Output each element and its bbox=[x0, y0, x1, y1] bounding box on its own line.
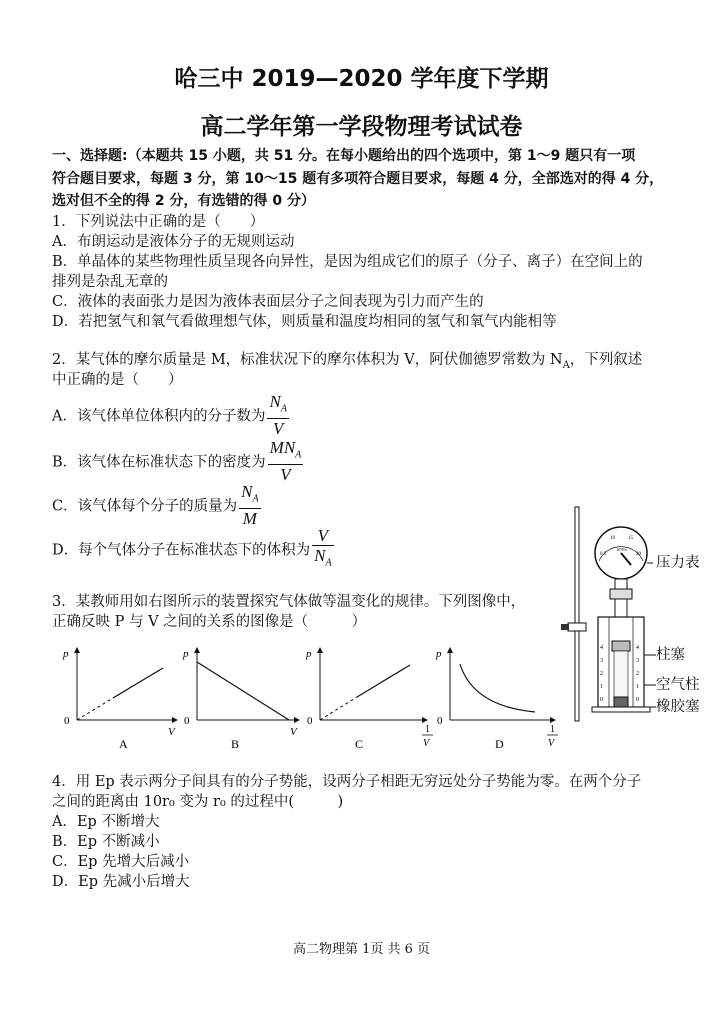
denominator-subscript: A bbox=[325, 557, 332, 569]
page-footer: 高二物理第 1页 共 6 页 bbox=[292, 942, 431, 957]
graph-a-ylabel: p bbox=[63, 648, 69, 660]
q4-option-a: A．Ep 不断增大 bbox=[52, 814, 160, 830]
graph-a bbox=[62, 648, 177, 751]
q1-option-d: D．若把氢气和氧气看做理想气体，则质量和温度均相同的氢气和氧气内能相等 bbox=[52, 314, 557, 330]
piston-rod bbox=[615, 599, 627, 617]
stand-clamp bbox=[568, 623, 586, 631]
piston-plunger bbox=[612, 641, 630, 651]
scale-right-1: 1 bbox=[636, 684, 639, 690]
fraction-denominator: V bbox=[280, 465, 291, 485]
graph-c-letter: C bbox=[355, 737, 364, 751]
graph-a-xlabel: V bbox=[168, 726, 175, 738]
graph-d-xlabel-num: 1 bbox=[550, 724, 555, 735]
graph-d bbox=[435, 648, 558, 751]
graph-b-line bbox=[197, 662, 289, 720]
q1-option-c: C．液体的表面张力是因为液体表面层分子之间表现为引力而产生的 bbox=[52, 294, 484, 310]
section-instruction-line2: 符合题目要求，每题 3 分，第 10～15 题有多项符合题目要求，每题 4 分，全部选对的得 4 分， bbox=[52, 171, 664, 187]
graph-b bbox=[182, 648, 299, 751]
graph-d-xlabel-den: V bbox=[548, 738, 555, 749]
fraction-denominator bbox=[312, 546, 333, 572]
q2-option-d-text: D．每个气体分子在标准状态下的体积为 bbox=[52, 542, 311, 559]
q2-option-d bbox=[52, 526, 334, 572]
graph-c-ylabel: p bbox=[306, 648, 312, 660]
gauge-tick-20: 20 bbox=[636, 552, 641, 557]
denominator-text: N bbox=[314, 546, 326, 565]
q4-option-b: B．Ep 不断减小 bbox=[52, 834, 160, 850]
numerator-text: N bbox=[241, 482, 253, 501]
numerator-text: MN bbox=[269, 438, 296, 457]
q2-stem-line2: 中正确的是（ ） bbox=[52, 372, 183, 388]
q2-option-a bbox=[52, 392, 289, 438]
q2-option-a-text: A．该气体单位体积内的分子数为 bbox=[52, 408, 266, 425]
q1-option-a: A．布朗运动是液体分子的无规则运动 bbox=[52, 234, 295, 250]
q2-option-d-fraction bbox=[312, 526, 333, 572]
graph-a-origin: 0 bbox=[64, 715, 70, 727]
fraction-numerator: V bbox=[312, 526, 333, 546]
q4-option-c: C．Ep 先增大后减小 bbox=[52, 854, 190, 870]
scale-right-0: 0 bbox=[636, 697, 639, 703]
q2-stem-text: 2．某气体的摩尔质量是 M，标准状况下的摩尔体积为 V，阿伏伽德罗常数为 N bbox=[52, 352, 563, 368]
gauge-connector bbox=[615, 579, 627, 589]
graph-c-origin: 0 bbox=[307, 715, 313, 727]
air-column bbox=[614, 651, 628, 697]
graph-a-line bbox=[113, 668, 163, 698]
graph-c bbox=[305, 648, 433, 751]
gauge-unit: 10⁵Pa bbox=[616, 547, 627, 552]
q2-stem-subscript: A bbox=[562, 359, 570, 371]
graph-d-curve bbox=[460, 664, 535, 712]
exam-school-title: 哈三中 2019—2020 学年度下学期 bbox=[174, 66, 549, 92]
scale-left-1: 1 bbox=[600, 684, 603, 690]
q2-option-b-fraction bbox=[268, 438, 304, 484]
air-column-label: 空气柱 bbox=[656, 677, 700, 693]
gauge-label: 压力表 bbox=[656, 555, 700, 571]
section-instruction-line3: 选对但不全的得 2 分，有选错的得 0 分） bbox=[52, 193, 315, 209]
scale-left-0: 0 bbox=[600, 697, 603, 703]
q4-option-d: D．Ep 先减小后增大 bbox=[52, 874, 190, 890]
fraction-numerator bbox=[239, 482, 260, 509]
q1-option-b-line1: B．单晶体的某些物理性质呈现各向异性，是因为组成它们的原子（分子、离子）在空间上的 bbox=[52, 254, 643, 270]
q3-stem-line1: 3．某教师用如右图所示的装置探究气体做等温变化的规律。下列图像中， bbox=[52, 594, 526, 610]
graph-d-origin: 0 bbox=[437, 715, 443, 727]
rubber-stopper bbox=[614, 697, 628, 707]
q2-stem-end: ，下列叙述 bbox=[569, 352, 643, 368]
q2-option-a-fraction bbox=[267, 392, 288, 438]
graph-b-ylabel: p bbox=[183, 648, 189, 660]
graph-b-xlabel: V bbox=[290, 726, 297, 738]
scale-left-2: 2 bbox=[600, 671, 603, 677]
gauge-tick-15: 15 bbox=[628, 536, 633, 541]
graph-b-origin: 0 bbox=[184, 715, 190, 727]
exam-paper-title: 高二学年第一学段物理考试试卷 bbox=[200, 114, 523, 140]
scale-right-2: 2 bbox=[636, 671, 639, 677]
gauge-tick-10: 10 bbox=[610, 536, 615, 541]
graph-d-letter: D bbox=[495, 737, 504, 751]
scale-right-3: 3 bbox=[636, 658, 639, 664]
q4-stem-line1: 4．用 Ep 表示两分子间具有的分子势能，设两分子相距无穷远处分子势能为零。在两个分子 bbox=[52, 774, 642, 790]
graph-b-letter: B bbox=[231, 737, 240, 751]
scale-left-4: 4 bbox=[600, 645, 603, 651]
stand-rod bbox=[575, 507, 579, 721]
fraction-numerator bbox=[267, 392, 288, 419]
scale-left-3: 3 bbox=[600, 658, 603, 664]
q3-stem-line2: 正确反映 P 与 V 之间的关系的图像是（ ） bbox=[52, 614, 367, 630]
graph-d-ylabel: p bbox=[436, 648, 442, 660]
scale-right-4: 4 bbox=[636, 645, 639, 651]
graph-a-dashed-extension bbox=[77, 698, 113, 720]
graph-c-xlabel-num: 1 bbox=[425, 724, 430, 735]
fraction-denominator: V bbox=[273, 419, 284, 439]
graph-c-xlabel-den: V bbox=[423, 738, 430, 749]
q2-option-b-text: B．该气体在标准状态下的密度为 bbox=[52, 454, 266, 471]
fraction-numerator bbox=[268, 438, 304, 465]
q2-option-c-text: C．该气体每个分子的质量为 bbox=[52, 498, 238, 515]
q4-stem-line2: 之间的距离由 10r₀ 变为 r₀ 的过程中( ) bbox=[52, 794, 344, 810]
gauge-tick-05: 0.5 bbox=[600, 552, 607, 557]
numerator-subscript: A bbox=[280, 403, 287, 415]
graph-c-line bbox=[357, 665, 410, 697]
rubber-stopper-label: 橡胶塞 bbox=[656, 699, 700, 715]
q2-option-c bbox=[52, 482, 261, 528]
graph-c-dashed-extension bbox=[320, 697, 357, 720]
numerator-text: N bbox=[269, 392, 281, 411]
clamp-screw bbox=[561, 624, 569, 630]
syringe-top-cap bbox=[610, 589, 632, 599]
q1-stem: 1．下列说法中正确的是（ ） bbox=[52, 214, 265, 230]
graph-a-letter: A bbox=[119, 737, 128, 751]
apparatus-base bbox=[592, 707, 650, 712]
section-instruction-line1: 一、选择题:（本题共 15 小题，共 51 分。在每小题给出的四个选项中，第 1～9 题只有一项 bbox=[52, 148, 636, 164]
piston-label: 柱塞 bbox=[656, 647, 685, 663]
fraction-denominator: M bbox=[242, 509, 257, 529]
q2-option-c-fraction bbox=[239, 482, 260, 528]
numerator-subscript: A bbox=[295, 449, 302, 461]
q1-option-b-line2: 排列是杂乱无章的 bbox=[52, 274, 168, 290]
q2-option-b bbox=[52, 438, 303, 484]
numerator-subscript: A bbox=[252, 493, 259, 505]
q3-graph-options bbox=[55, 640, 565, 755]
